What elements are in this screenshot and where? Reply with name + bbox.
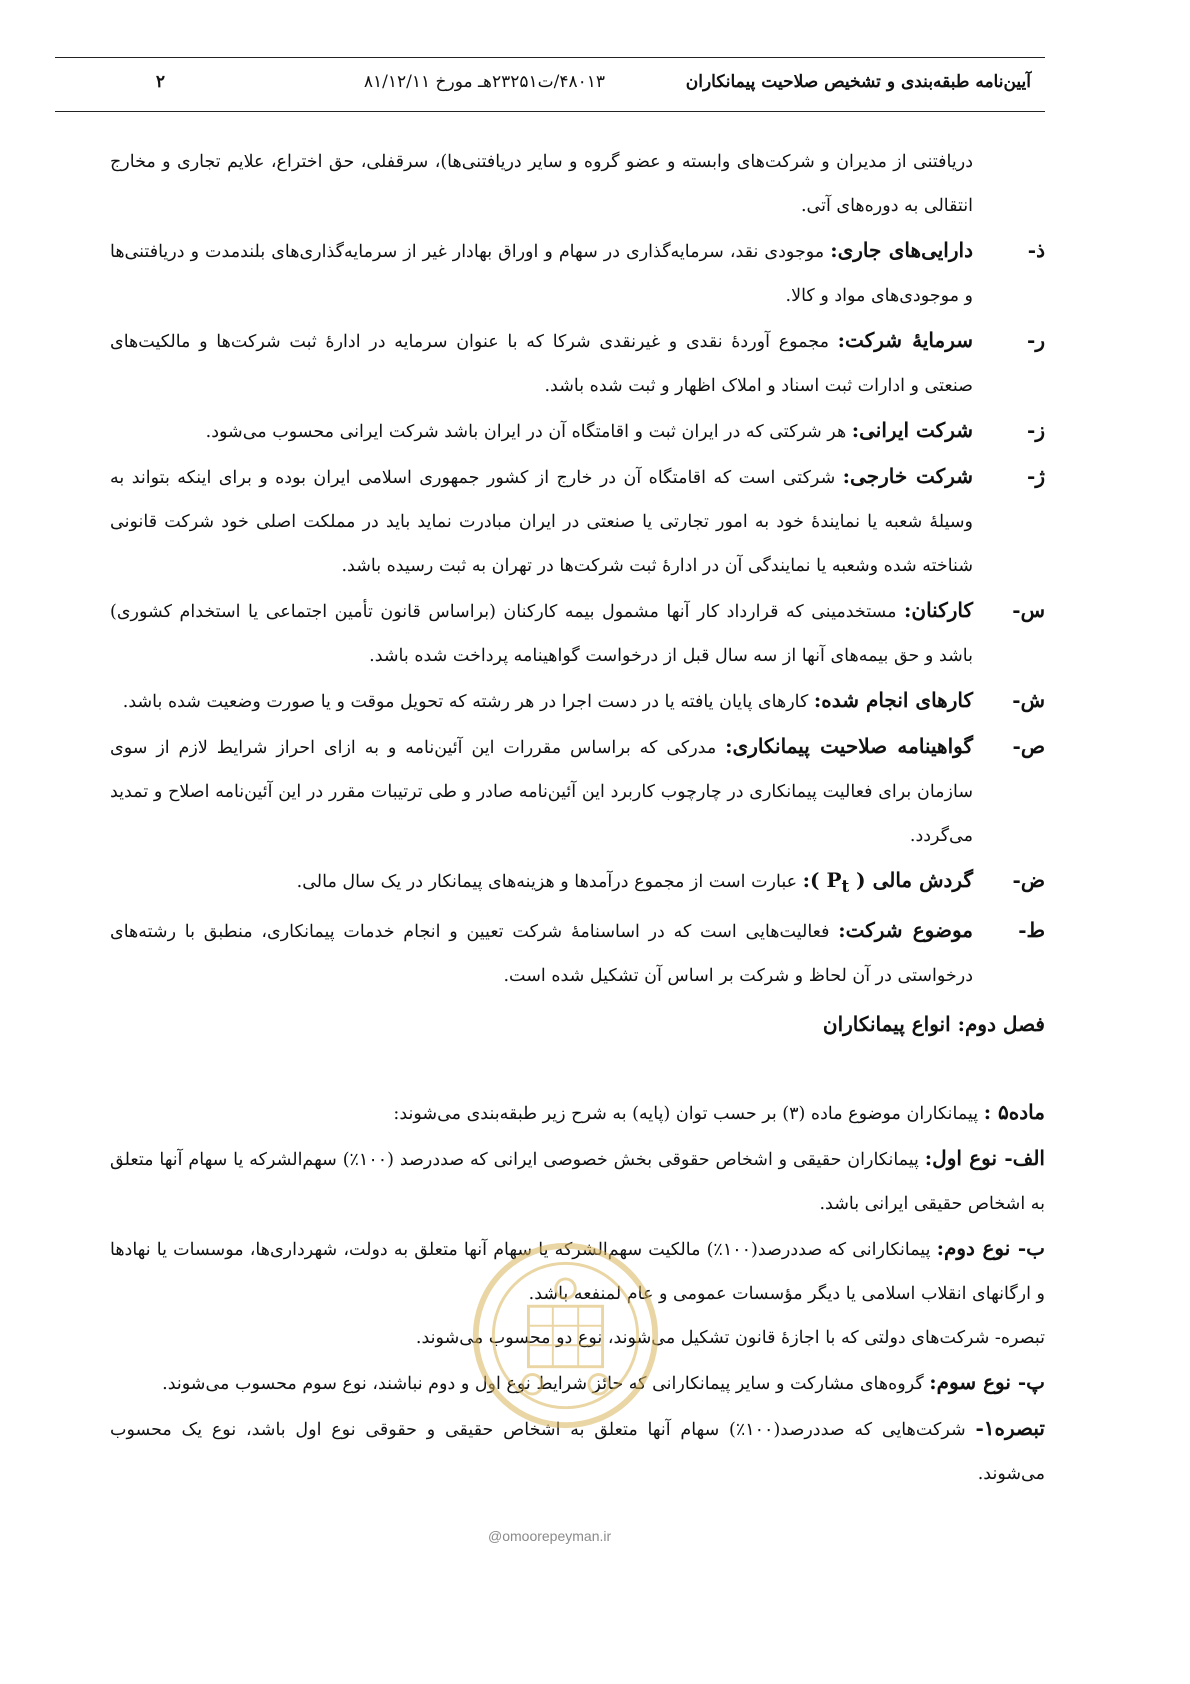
type-continuation: متعلق به اشخاص حقیقی ایرانی باشد.	[110, 1150, 1045, 1214]
definition-letter: ض-	[1012, 868, 1045, 892]
continued-paragraph: دریافتنی از مدیران و شرکت‌های وابسته و عضو گروه و سایر دریافتنی‌ها)، سرقفلی، حق اختراع، علایم تجاری و مخارج انتقالی به دوره‌های آتی.	[110, 152, 973, 216]
definition-continuation: شده باشد.	[122, 692, 201, 712]
watermark-seal-icon	[468, 1238, 663, 1433]
definition-term: دارایی‌های جاری:	[830, 238, 973, 262]
definition-text: کارهای پایان یافته یا در دست اجرا در هر رشته که تحویل موقت و یا صورت وضعیت	[206, 692, 814, 712]
definition-letter: ژ-	[1027, 464, 1045, 488]
definition-current-assets	[110, 228, 1045, 318]
article-5	[110, 1090, 1045, 1136]
definition-company-capital	[110, 318, 1045, 408]
type-continuation: نهادها و ارگانهای انقلاب اسلامی یا دیگر مؤسسات عمومی و عام لمنفعه باشد.	[110, 1240, 1045, 1304]
definition-letter: ص-	[1012, 734, 1045, 758]
note-text: شرکت‌هایی که صددرصد(۱۰۰٪) سهام آنها متعلق به اشخاص حقیقی و حقوقی نوع اول باشد، نوع یک محسوب می‌شوند.	[110, 1420, 1045, 1484]
header-bottom-rule	[55, 111, 1045, 112]
page-header	[55, 72, 1045, 104]
turnover-term-end: ):	[802, 868, 827, 892]
type-label: الف- نوع اول:	[924, 1146, 1045, 1170]
definition-term: کارهای انجام شده:	[813, 688, 973, 712]
definition-term: سرمایهٔ شرکت:	[837, 328, 974, 352]
definition-turnover	[110, 858, 1045, 908]
definition-continuation: سوی سازمان برای فعالیت پیمانکاری در چارچوب کاربرد این آئین‌نامه صادر و طی ترتیبات مقرر در این آئین‌نامه اصلاح و تمدید می‌گردد.	[110, 738, 973, 846]
definition-continuation: دریافتنی‌ها و موجودی‌های مواد و کالا.	[110, 242, 973, 306]
type-one	[110, 1136, 1045, 1226]
definition-term: کارکنان:	[904, 598, 973, 622]
type-label: پ- نوع سوم:	[929, 1370, 1045, 1394]
definition-continuation: کشوری) باشد و حق بیمه‌های آنها از سه سال قبل از درخواست گواهینامه پرداخت شده باشد.	[110, 602, 973, 666]
definition-staff	[110, 588, 1045, 678]
definition-text: هر شرکتی که در ایران ثبت و اقامتگاه آن در ایران باشد شرکت ایرانی محسوب می‌شود.	[205, 422, 852, 442]
page-number: ۲	[155, 72, 165, 92]
definition-certificate	[110, 724, 1045, 858]
definition-iranian-company	[110, 408, 1045, 454]
type-text: پیمانکاران حقیقی و اشخاص حقوقی بخش خصوصی ایرانی که صددرصد (۱۰۰٪) سهم‌الشرکه یا سهام آنها	[159, 1150, 925, 1170]
definition-term: موضوع شرکت:	[838, 918, 973, 942]
definition-term: شرکت ایرانی:	[851, 418, 973, 442]
turnover-subscript: t	[841, 876, 850, 896]
definition-text: مدرکی که براساس مقررات این آئین‌نامه و به ازای احراز شرایط لازم از	[156, 738, 726, 758]
definition-continuation: صنعتی و ادارات ثبت اسناد و املاک اظهار و ثبت شده باشد.	[544, 376, 973, 396]
definition-foreign-company	[110, 454, 1045, 588]
definition-text: عبارت است از مجموع درآمدها و هزینه‌های پیمانکار در یک سال مالی.	[296, 872, 803, 892]
definition-term: گواهینامه صلاحیت پیمانکاری:	[725, 734, 973, 758]
note-government-companies: تبصره- شرکت‌های دولتی که با اجازهٔ قانون تشکیل می‌شوند، نوع دو محسوب می‌شوند.	[415, 1328, 1045, 1348]
type-text: گروه‌های مشارکت و سایر پیمانکارانی که حائز شرایط نوع اول و دوم نباشند، نوع سوم محسوب می‌شوند.	[162, 1374, 930, 1394]
note-label: تبصره۱-	[975, 1416, 1045, 1440]
header-top-rule	[55, 57, 1045, 58]
type-text: پیمانکارانی که صددرصد(۱۰۰٪) مالکیت سهم‌الشرکه یا سهام آنها متعلق به دولت، شهرداری‌ها، موسسات یا	[156, 1240, 937, 1260]
watermark-site-text: @omoorepeyman.ir	[488, 1528, 612, 1544]
chapter-heading: فصل دوم: انواع پیمانکاران	[822, 1012, 1045, 1036]
article-text: پیمانکاران موضوع ماده (۳) بر حسب توان (پایه) به شرح زیر طبقه‌بندی می‌شوند:	[393, 1104, 984, 1124]
definition-letter: ر-	[1027, 328, 1045, 352]
definition-letter: ذ-	[1027, 238, 1045, 262]
type-label: ب- نوع دوم:	[936, 1236, 1045, 1260]
header-reference: ۴۸۰۱۳/ت۲۳۲۵۱هـ مورخ ۸۱/۱۲/۱۱	[363, 72, 605, 92]
header-title: آیین‌نامه طبقه‌بندی و تشخیص صلاحیت پیمانکاران	[685, 72, 1031, 92]
definition-letter: ط-	[1018, 918, 1045, 942]
definition-letter: س-	[1012, 598, 1045, 622]
definition-continuation: درخواستی در آن لحاظ و شرکت بر اساس آن تشکیل شده است.	[503, 966, 973, 986]
definition-term: شرکت خارجی:	[842, 464, 973, 488]
turnover-term-text: گردش مالی ( P	[826, 868, 973, 892]
spacer	[110, 1046, 1045, 1090]
definition-letter: ز-	[1027, 418, 1045, 442]
definition-text: فعالیت‌هایی است که در اساسنامهٔ شرکت تعیین و انجام خدمات پیمانکاری، منطبق با رشته‌های	[110, 922, 839, 942]
definition-text: مستخدمینی که قرارداد کار آنها مشمول بیمه کارکنان (براساس قانون تأمین اجتماعی یا استخدام	[179, 602, 904, 622]
definition-completed-works	[110, 678, 1045, 724]
definition-continuation: به وسیلهٔ شعبه یا نمایندهٔ خود به امور تجارتی یا صنعتی در ایران مبادرت نماید باید در مملکت اصلی خود شرکت قانونی شناخته شده وشعبه یا نمایندگی آن در ادارهٔ ثبت شرکت‌ها در تهران به ثبت رسیده باشد.	[110, 468, 973, 576]
definition-text: موجودی نقد، سرمایه‌گذاری در سهام و اوراق بهادار غیر از سرمایه‌گذاری‌های بلندمدت و	[190, 242, 831, 262]
definition-letter: ش-	[1012, 688, 1045, 712]
definition-text: مجموع آوردهٔ نقدی و غیرنقدی شرکا که با عنوان سرمایه در ادارهٔ ثبت شرکت‌ها و مالکیت‌های	[110, 332, 838, 352]
definition-term	[802, 868, 973, 896]
article-label: ماده۵ :	[983, 1100, 1045, 1124]
definition-text: شرکتی است که اقامتگاه آن در خارج از کشور جمهوری اسلامی ایران بوده و برای اینکه بتواند	[131, 468, 843, 488]
definition-company-subject	[110, 908, 1045, 998]
